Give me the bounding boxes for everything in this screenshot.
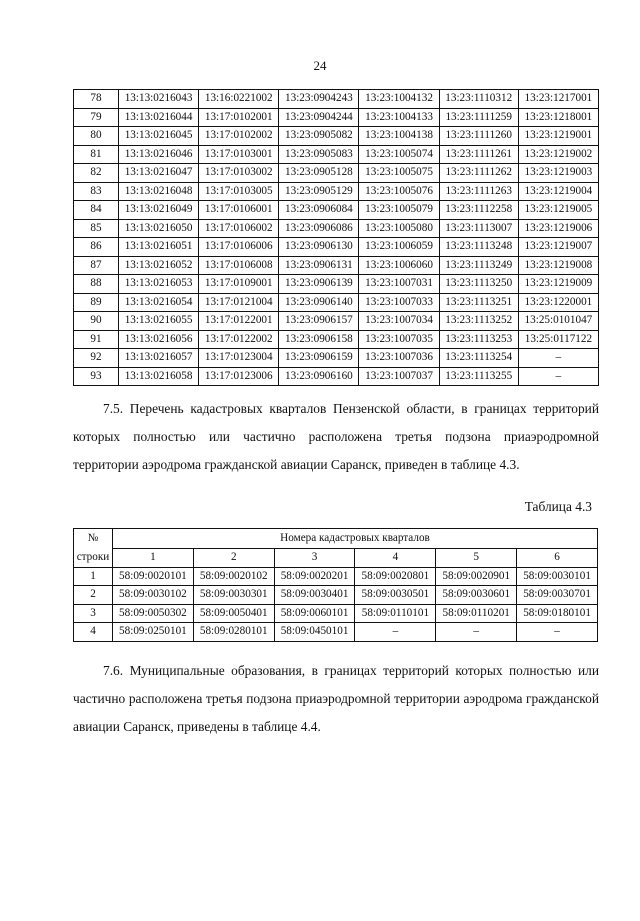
- cadastral-number-cell: 13:23:0906131: [279, 256, 359, 275]
- table-row: [74, 367, 599, 386]
- table-row: [74, 219, 599, 238]
- cadastral-number-cell: 13:13:0216058: [119, 367, 199, 386]
- cadastral-number-cell: 13:17:0102002: [199, 127, 279, 146]
- cadastral-number-cell: 13:23:1005074: [359, 145, 439, 164]
- row-number-cell: 3: [74, 604, 113, 623]
- cadastral-number-cell: 13:23:1007031: [359, 275, 439, 294]
- row-number-header: №: [74, 529, 113, 549]
- cadastral-number-cell: 13:23:0906140: [279, 293, 359, 312]
- table-row: [74, 349, 599, 368]
- cadastral-number-cell: 13:23:1111261: [439, 145, 518, 164]
- cadastral-number-cell: –: [518, 349, 598, 368]
- row-number-cell: 82: [74, 164, 119, 183]
- cadastral-number-cell: 13:23:1113254: [439, 349, 518, 368]
- cadastral-number-cell: 58:09:0450101: [274, 623, 355, 642]
- cadastral-number-cell: 13:23:1111262: [439, 164, 518, 183]
- cadastral-number-cell: 13:17:0103002: [199, 164, 279, 183]
- cadastral-number-cell: 58:09:0030701: [517, 586, 598, 605]
- cadastral-number-cell: 13:23:0906130: [279, 238, 359, 257]
- paragraph-7-5: [73, 395, 599, 479]
- table-row: [74, 312, 599, 331]
- cadastral-number-cell: 13:23:1218001: [518, 108, 598, 127]
- table-row: [74, 127, 599, 146]
- cadastral-number-cell: 13:23:1004138: [359, 127, 439, 146]
- cadastral-number-cell: 13:17:0103001: [199, 145, 279, 164]
- paragraph-7-6: [73, 657, 599, 741]
- table-row: [74, 182, 599, 201]
- cadastral-number-cell: 13:23:1113253: [439, 330, 518, 349]
- row-number-cell: 81: [74, 145, 119, 164]
- cadastral-number-cell: 13:23:1007033: [359, 293, 439, 312]
- cadastral-number-cell: 58:09:0030601: [436, 586, 517, 605]
- column-number-header: 4: [355, 549, 436, 568]
- row-number-cell: 79: [74, 108, 119, 127]
- cadastral-number-cell: 13:23:1007036: [359, 349, 439, 368]
- cadastral-number-cell: 13:23:0906160: [279, 367, 359, 386]
- cadastral-number-cell: 58:09:0180101: [517, 604, 598, 623]
- cadastral-number-cell: 13:23:0904244: [279, 108, 359, 127]
- cadastral-number-cell: 13:23:0905128: [279, 164, 359, 183]
- table-4-3-body: [74, 567, 598, 641]
- cadastral-number-cell: 13:23:0906086: [279, 219, 359, 238]
- table-row: [74, 586, 598, 605]
- row-number-cell: 84: [74, 201, 119, 220]
- cadastral-number-cell: 13:13:0216045: [119, 127, 199, 146]
- cadastral-number-cell: 13:13:0216052: [119, 256, 199, 275]
- cadastral-number-cell: 58:09:0020102: [193, 567, 274, 586]
- cadastral-number-cell: 58:09:0250101: [113, 623, 194, 642]
- cadastral-number-cell: 13:23:1113251: [439, 293, 518, 312]
- row-number-cell: 91: [74, 330, 119, 349]
- row-number-cell: 89: [74, 293, 119, 312]
- cadastral-number-cell: 13:13:0216050: [119, 219, 199, 238]
- row-number-cell: 2: [74, 586, 113, 605]
- row-number-cell: 83: [74, 182, 119, 201]
- cadastral-number-cell: 13:23:1007037: [359, 367, 439, 386]
- row-number-header-line2: строки: [74, 549, 113, 568]
- table-row: [74, 90, 599, 109]
- cadastral-number-cell: 13:17:0106001: [199, 201, 279, 220]
- cadastral-number-cell: 13:13:0216049: [119, 201, 199, 220]
- cadastral-number-cell: –: [355, 623, 436, 642]
- table-row: [74, 238, 599, 257]
- cadastral-number-cell: 13:13:0216051: [119, 238, 199, 257]
- cadastral-table-4-3: [73, 528, 598, 642]
- cadastral-number-cell: 13:23:1111263: [439, 182, 518, 201]
- cadastral-number-cell: 13:23:1007034: [359, 312, 439, 331]
- cadastral-number-cell: 13:13:0216055: [119, 312, 199, 331]
- cadastral-number-cell: 13:25:0117122: [518, 330, 598, 349]
- cadastral-number-cell: 13:17:0106008: [199, 256, 279, 275]
- cadastral-number-cell: 13:23:1004132: [359, 90, 439, 109]
- row-number-cell: 92: [74, 349, 119, 368]
- table-row: [74, 256, 599, 275]
- cadastral-number-cell: 13:13:0216057: [119, 349, 199, 368]
- cadastral-number-cell: 13:23:1006059: [359, 238, 439, 257]
- row-number-cell: 85: [74, 219, 119, 238]
- table-4-3-caption: Таблица 4.3: [524, 499, 592, 514]
- cadastral-number-cell: 58:09:0030401: [274, 586, 355, 605]
- row-number-cell: 80: [74, 127, 119, 146]
- cadastral-number-cell: 13:23:1005075: [359, 164, 439, 183]
- cadastral-number-cell: 13:23:0906084: [279, 201, 359, 220]
- table-row: [74, 108, 599, 127]
- cadastral-number-cell: 13:23:1005079: [359, 201, 439, 220]
- cadastral-number-cell: 13:17:0103005: [199, 182, 279, 201]
- cadastral-number-cell: 58:09:0030101: [517, 567, 598, 586]
- cadastral-number-cell: 13:17:0109001: [199, 275, 279, 294]
- paragraph-7-5-text: 7.5. Перечень кадастровых кварталов Пензенской области, в границах территорий которых полностью или частично расположена третья подзона приаэродромной территории аэродрома гражданской авиации Саранск, приведен в таблице 4.3.: [73, 401, 599, 472]
- cadastral-number-cell: –: [517, 623, 598, 642]
- row-number-cell: 88: [74, 275, 119, 294]
- cadastral-number-cell: 58:09:0060101: [274, 604, 355, 623]
- cadastral-number-cell: 13:23:1217001: [518, 90, 598, 109]
- table-row: [74, 330, 599, 349]
- table-row: [74, 275, 599, 294]
- cadastral-number-cell: 13:23:0906139: [279, 275, 359, 294]
- column-number-header: 5: [436, 549, 517, 568]
- row-number-cell: 93: [74, 367, 119, 386]
- cadastral-number-cell: 13:23:1007035: [359, 330, 439, 349]
- cadastral-number-cell: 13:23:1112258: [439, 201, 518, 220]
- table-row: [74, 623, 598, 642]
- cadastral-number-cell: 58:09:0050401: [193, 604, 274, 623]
- cadastral-number-cell: –: [436, 623, 517, 642]
- cadastral-number-cell: 13:23:0906158: [279, 330, 359, 349]
- cadastral-number-cell: 13:23:1004133: [359, 108, 439, 127]
- cadastral-number-cell: 13:23:1006060: [359, 256, 439, 275]
- paragraph-7-6-text: 7.6. Муниципальные образования, в границах территорий которых полностью или частично расположена третья подзона приаэродромной территории аэродрома гражданской авиации Саранск, приведены в таблице 4.4.: [73, 663, 599, 734]
- row-number-cell: 86: [74, 238, 119, 257]
- cadastral-number-cell: 13:23:0905083: [279, 145, 359, 164]
- table-4-3-header-row: [74, 529, 598, 549]
- cadastral-number-cell: 58:09:0110101: [355, 604, 436, 623]
- cadastral-number-cell: 58:09:0020101: [113, 567, 194, 586]
- cadastral-number-cell: 13:17:0122002: [199, 330, 279, 349]
- cadastral-number-cell: 13:13:0216048: [119, 182, 199, 201]
- table-row: [74, 145, 599, 164]
- cadastral-number-cell: 58:09:0020201: [274, 567, 355, 586]
- cadastral-number-cell: 13:23:1113250: [439, 275, 518, 294]
- cadastral-number-cell: 13:23:1219008: [518, 256, 598, 275]
- cadastral-number-cell: 58:09:0030102: [113, 586, 194, 605]
- cadastral-number-cell: 13:13:0216044: [119, 108, 199, 127]
- cadastral-number-cell: 13:23:1219005: [518, 201, 598, 220]
- cadastral-number-cell: 13:23:1111260: [439, 127, 518, 146]
- cadastral-number-cell: 13:23:1113007: [439, 219, 518, 238]
- cadastral-number-cell: 13:23:1219006: [518, 219, 598, 238]
- cadastral-number-cell: 58:09:0280101: [193, 623, 274, 642]
- table-row: [74, 567, 598, 586]
- cadastral-number-cell: 58:09:0030501: [355, 586, 436, 605]
- cadastral-number-cell: 58:09:0110201: [436, 604, 517, 623]
- cadastral-number-cell: 58:09:0030301: [193, 586, 274, 605]
- cadastral-number-cell: 13:16:0221002: [199, 90, 279, 109]
- cadastral-number-cell: 13:23:1219003: [518, 164, 598, 183]
- row-number-cell: 4: [74, 623, 113, 642]
- column-number-header: 6: [517, 549, 598, 568]
- cadastral-number-cell: 13:23:1219004: [518, 182, 598, 201]
- cadastral-number-cell: 13:17:0123006: [199, 367, 279, 386]
- cadastral-number-cell: 13:23:1113252: [439, 312, 518, 331]
- cadastral-number-cell: 13:13:0216056: [119, 330, 199, 349]
- table-row: [74, 164, 599, 183]
- cadastral-number-cell: 13:17:0123004: [199, 349, 279, 368]
- cadastral-number-cell: 13:17:0121004: [199, 293, 279, 312]
- cadastral-number-cell: 13:23:0906157: [279, 312, 359, 331]
- cadastral-number-cell: 58:09:0050302: [113, 604, 194, 623]
- row-number-cell: 1: [74, 567, 113, 586]
- table-4-2-body: [74, 90, 599, 386]
- column-number-header: 1: [113, 549, 194, 568]
- row-number-cell: 90: [74, 312, 119, 331]
- cadastral-number-cell: 58:09:0020901: [436, 567, 517, 586]
- cadastral-number-cell: 13:25:0101047: [518, 312, 598, 331]
- cadastral-number-cell: 13:17:0102001: [199, 108, 279, 127]
- cadastral-number-cell: 13:23:1113249: [439, 256, 518, 275]
- cadastral-number-cell: 13:13:0216046: [119, 145, 199, 164]
- cadastral-number-cell: 13:13:0216047: [119, 164, 199, 183]
- cadastral-number-cell: 13:17:0106006: [199, 238, 279, 257]
- cadastral-number-cell: –: [518, 367, 598, 386]
- cadastral-number-cell: 13:23:1005080: [359, 219, 439, 238]
- row-number-cell: 78: [74, 90, 119, 109]
- cadastral-number-cell: 13:23:1219002: [518, 145, 598, 164]
- column-number-header: 3: [274, 549, 355, 568]
- cadastral-number-cell: 13:23:1219007: [518, 238, 598, 257]
- cadastral-number-cell: 13:23:1220001: [518, 293, 598, 312]
- cadastral-number-cell: 13:23:1113248: [439, 238, 518, 257]
- cadastral-number-cell: 13:13:0216054: [119, 293, 199, 312]
- cadastral-number-cell: 13:23:0905082: [279, 127, 359, 146]
- row-number-cell: 87: [74, 256, 119, 275]
- cadastral-number-cell: 13:23:1219009: [518, 275, 598, 294]
- table-row: [74, 201, 599, 220]
- cadastral-number-cell: 13:17:0106002: [199, 219, 279, 238]
- cadastral-number-cell: 13:23:0904243: [279, 90, 359, 109]
- table-row: [74, 604, 598, 623]
- group-header: Номера кадастровых кварталов: [113, 529, 598, 549]
- cadastral-number-cell: 58:09:0020801: [355, 567, 436, 586]
- cadastral-number-cell: 13:23:0905129: [279, 182, 359, 201]
- cadastral-number-cell: 13:23:1005076: [359, 182, 439, 201]
- page-number: 24: [313, 58, 327, 73]
- cadastral-number-cell: 13:23:1113255: [439, 367, 518, 386]
- table-4-3-column-numbers-row: [74, 549, 598, 568]
- cadastral-number-cell: 13:13:0216043: [119, 90, 199, 109]
- cadastral-number-cell: 13:23:1111259: [439, 108, 518, 127]
- table-row: [74, 293, 599, 312]
- cadastral-table-4-2-continued: [73, 89, 599, 386]
- cadastral-number-cell: 13:17:0122001: [199, 312, 279, 331]
- cadastral-number-cell: 13:23:1110312: [439, 90, 518, 109]
- cadastral-number-cell: 13:13:0216053: [119, 275, 199, 294]
- cadastral-number-cell: 13:23:0906159: [279, 349, 359, 368]
- column-number-header: 2: [193, 549, 274, 568]
- cadastral-number-cell: 13:23:1219001: [518, 127, 598, 146]
